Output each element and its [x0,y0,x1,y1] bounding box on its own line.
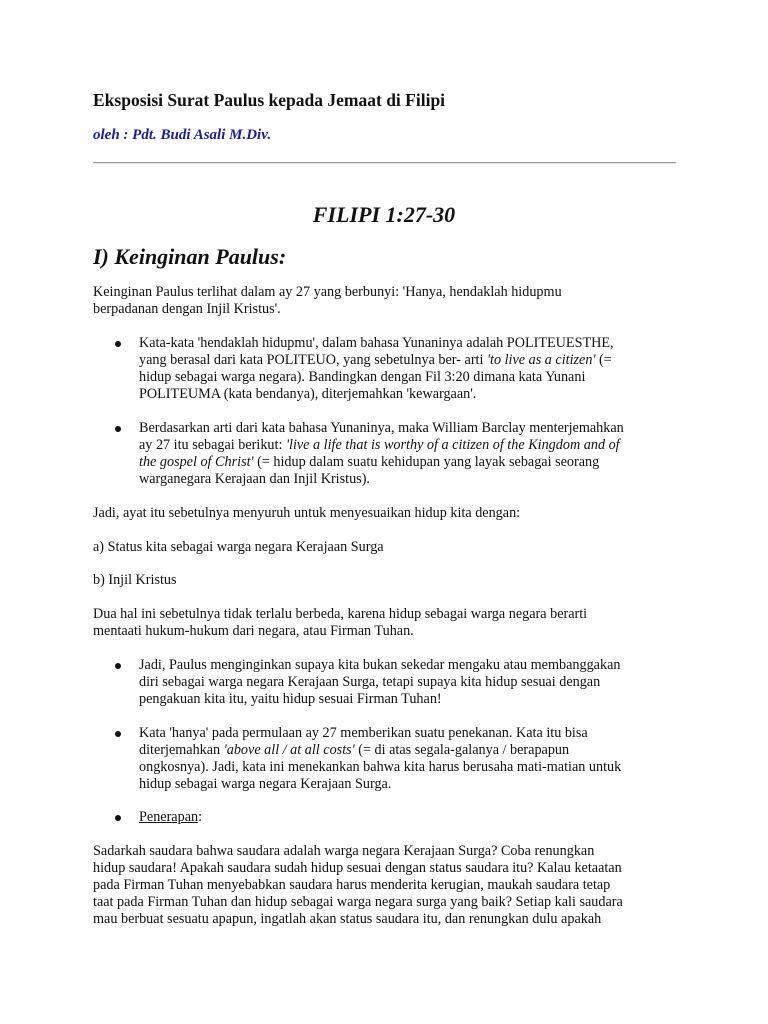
intro-paragraph [93,284,693,318]
text-line: taat pada Firman Tuhan dan hidup sebagai warga negara surga yang baik? Setiap kali saudara [93,894,623,910]
section-heading: I) Keinginan Paulus: [93,244,287,269]
text-line: diri sebagai warga negara Kerajaan Surga, tetapi supaya kita hidup sesuai dengan [139,674,601,690]
text-line: hidup sebagai warga negara). Bandingkan dengan Fil 3:20 dimana kata Yunani [139,369,586,385]
paragraph [93,606,693,640]
text-line: Keinginan Paulus terlihat dalam ay 27 yang berbunyi: 'Hanya, hendaklah hidupmu [93,284,562,300]
list-item [139,420,684,488]
text-line: mentaati hukum-hukum dari negara, atau Firman Tuhan. [93,623,414,639]
text-line: the gospel of Christ' (= hidup dalam suatu kehidupan yang layak sebagai seorang [139,454,600,470]
penerapan-label: Penerapan [139,809,199,825]
text-line: POLITEUMA (kata bendanya), diterjemahkan 'kewargaan'. [139,386,477,402]
document-title: Eksposisi Surat Paulus kepada Jemaat di Filipi [93,90,446,110]
bullet-icon [115,815,121,821]
paragraph: a) Status kita sebagai warga negara Kerajaan Surga [93,539,384,555]
text-line: yang berasal dari kata POLITEUO, yang sebetulnya ber- arti 'to live as a citizen' (= [139,352,612,368]
paragraph: b) Injil Kristus [93,572,177,588]
author-line: oleh : Pdt. Budi Asali M.Div. [93,127,272,143]
text-line: pada Firman Tuhan menyebabkan saudara harus menderita kerugian, maukah saudara tetap [93,877,611,893]
text-line: ongkosnya). Jadi, kata ini menekankan bahwa kita harus berusaha mati-matian untuk [139,759,622,775]
text-line: pengakuan kita itu, yaitu hidup sesuai Firman Tuhan! [139,691,442,707]
text-line: ay 27 itu sebagai berikut: 'live a life that is worthy of a citizen of the Kingdom and of [139,437,620,453]
bullet-icon [115,341,121,347]
text-line: diterjemahkan 'above all / at all costs' (= di atas segala-galanya / berapapun [139,742,570,758]
bullet-icon [115,426,121,432]
paragraph [93,843,693,928]
text-line: Jadi, Paulus menginginkan supaya kita bukan sekedar mengaku atau membanggakan [139,657,621,673]
text-line: Kata 'hanya' pada permulaan ay 27 memberikan suatu penekanan. Kata itu bisa [139,725,588,741]
text-line: hidup saudara! Apakah saudara sudah hidup sesuai dengan status saudara itu? Kalau ketaatan [93,860,622,876]
text-line: Dua hal ini sebetulnya tidak terlalu berbeda, karena hidup sebagai warga negara berarti [93,606,588,622]
list-item [139,809,684,826]
text-line: mau berbuat sesuatu apapun, ingatlah akan status saudara itu, dan renungkan dulu apakah [93,911,602,927]
chapter-heading: FILIPI 1:27-30 [312,202,456,227]
text-line: Penerapan: [139,809,203,825]
text-line: Berdasarkan arti dari kata bahasa Yunaninya, maka William Barclay menterjemahkan [139,420,624,436]
list-item [139,657,684,708]
text-line: hidup sebagai warga negara Kerajaan Surga. [139,776,392,792]
list-item [139,725,684,793]
bullet-icon [115,731,121,737]
text-line: Sadarkah saudara bahwa saudara adalah warga negara Kerajaan Surga? Coba renungkan [93,843,595,859]
list-item [139,335,684,403]
bullet-icon [115,663,121,669]
text-line: warganegara Kerajaan dan Injil Kristus). [139,471,370,487]
text-line: berpadanan dengan Injil Kristus'. [93,301,281,317]
paragraph: Jadi, ayat itu sebetulnya menyuruh untuk menyesuaikan hidup kita dengan: [93,505,521,521]
horizontal-rule [93,162,676,164]
text-line: Kata-kata 'hendaklah hidupmu', dalam bahasa Yunaninya adalah POLITEUESTHE, [139,335,614,351]
